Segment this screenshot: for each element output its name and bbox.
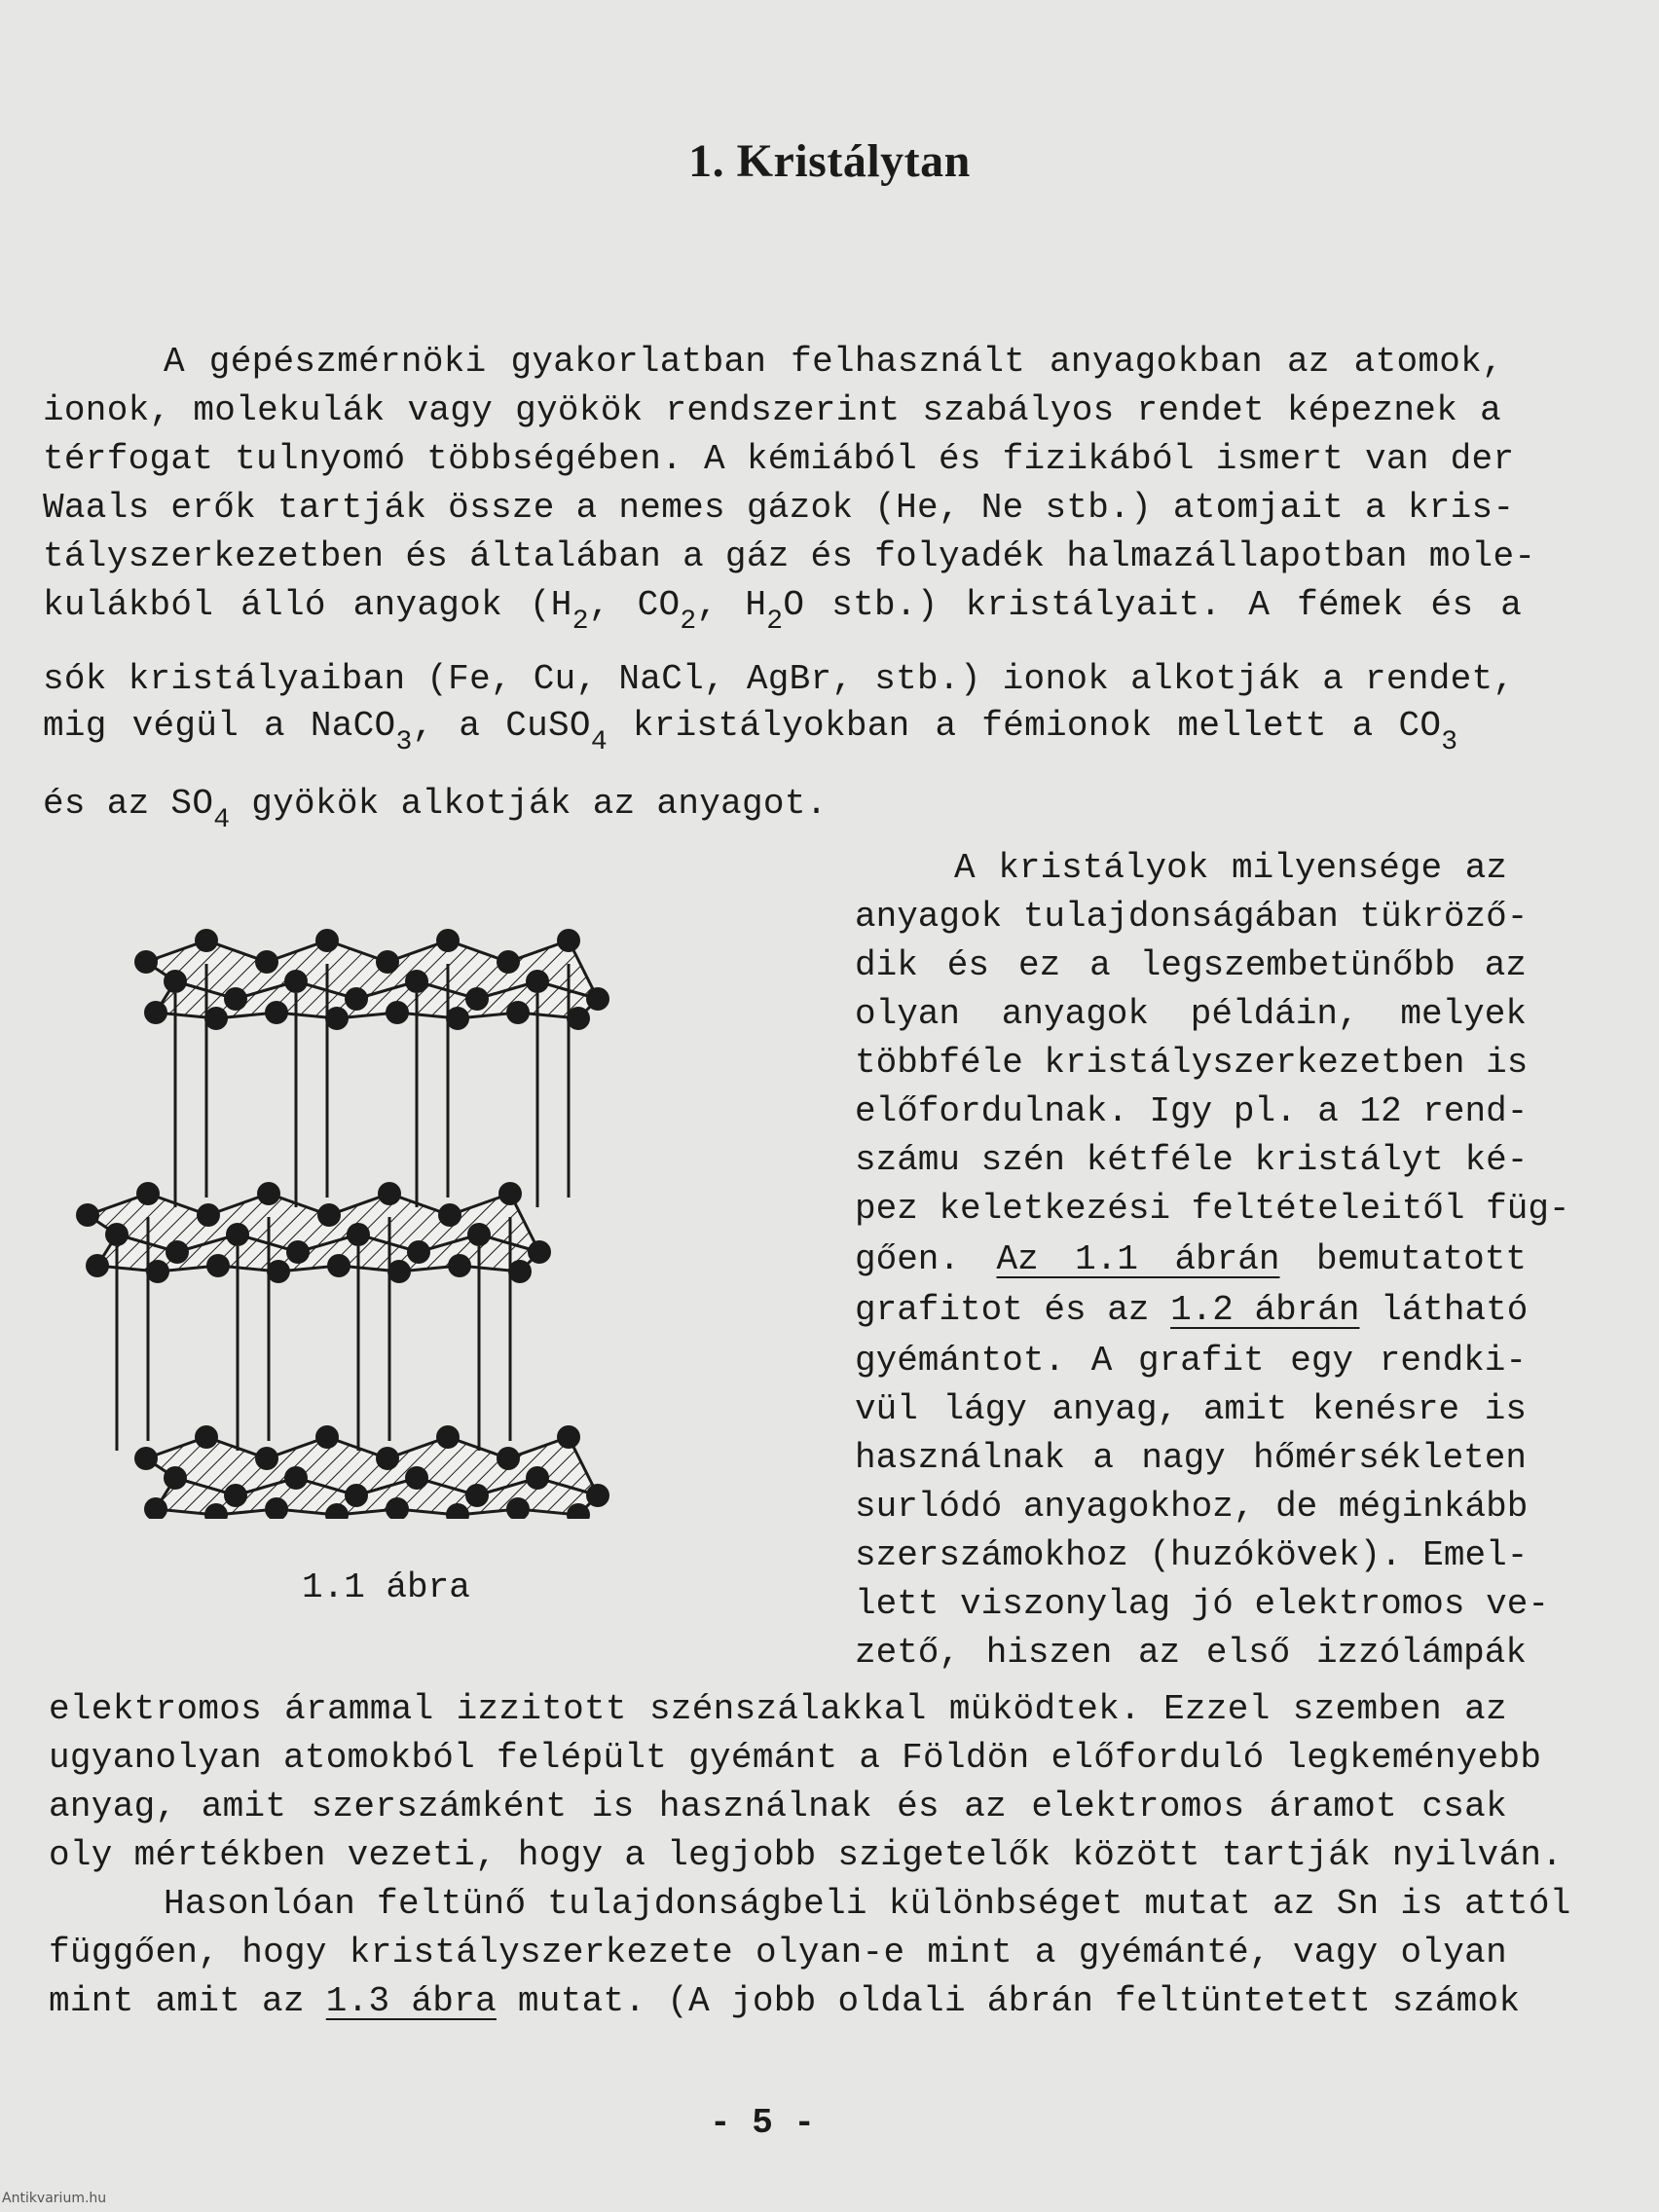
- atom: [498, 1182, 522, 1205]
- atom: [567, 1007, 590, 1030]
- atom: [376, 1447, 399, 1470]
- atom: [528, 1240, 551, 1264]
- atom: [105, 1223, 129, 1246]
- atom: [284, 970, 308, 993]
- atom: [136, 1182, 160, 1205]
- graphite-structure-figure: [39, 896, 798, 1519]
- atom: [195, 929, 218, 952]
- atom: [224, 987, 247, 1011]
- atom: [386, 1001, 409, 1024]
- column-line: zető, hiszen az első izzólámpák: [855, 1633, 1527, 1673]
- paragraph-line: ugyanolyan atomokból felépült gyémánt a Földön előforduló legkeményebb: [49, 1738, 1542, 1778]
- atom: [197, 1203, 220, 1227]
- atom: [327, 1254, 350, 1277]
- atom: [255, 950, 278, 974]
- atom: [164, 970, 187, 993]
- paragraph-line: elektromos árammal izzitott szénszálakkal müködtek. Ezzel szemben az: [49, 1689, 1507, 1729]
- column-line: olyan anyagok példáin, melyek: [855, 994, 1527, 1034]
- column-line: anyagok tulajdonságában tükröző-: [855, 897, 1529, 937]
- page-number: - 5 -: [709, 2103, 816, 2143]
- atom: [255, 1447, 278, 1470]
- figure-caption: 1.1 ábra: [302, 1567, 470, 1607]
- atom: [436, 929, 460, 952]
- atom: [436, 1425, 460, 1449]
- atom: [286, 1240, 310, 1264]
- column-line: A kristályok milyensége az: [954, 848, 1507, 888]
- atom: [526, 1466, 549, 1490]
- paragraph-line: A gépészmérnöki gyakorlatban felhasznált anyagokban az atomok,: [164, 342, 1503, 382]
- figure-reference: Az 1.1 ábrán: [996, 1239, 1280, 1279]
- paragraph-line-with-ref: mint amit az 1.3 ábra mutat. (A jobb oldali ábrán feltüntetett számok: [49, 1981, 1521, 2021]
- column-line: számu szén kétféle kristályt ké-: [855, 1140, 1529, 1180]
- column-line: lett viszonylag jó elektromos ve-: [855, 1584, 1549, 1624]
- atom: [317, 1203, 341, 1227]
- column-line: használnak a nagy hőmérsékleten: [855, 1438, 1527, 1478]
- atom: [586, 1484, 609, 1507]
- atom: [134, 1447, 158, 1470]
- paragraph-line: Waals erők tartják össze a nemes gázok (He, Ne stb.) atomjait a kris-: [43, 488, 1515, 528]
- atom: [267, 1260, 290, 1283]
- atom: [586, 987, 609, 1011]
- atom: [405, 1466, 428, 1490]
- atom: [315, 1425, 339, 1449]
- atom: [315, 929, 339, 952]
- atom: [206, 1254, 230, 1277]
- atom: [508, 1260, 532, 1283]
- atom: [557, 929, 580, 952]
- atom: [265, 1001, 288, 1024]
- atom: [257, 1182, 280, 1205]
- figure-reference: 1.3 ábra: [325, 1981, 497, 2021]
- atom: [497, 950, 520, 974]
- paragraph-line: sók kristályaiban (Fe, Cu, NaCl, AgBr, stb.) ionok alkotják a rendet,: [43, 659, 1515, 699]
- column-line: dik és ez a legszembetünőbb az: [855, 945, 1527, 985]
- column-line: szerszámokhoz (huzókövek). Emel-: [855, 1535, 1529, 1575]
- atom: [465, 1484, 489, 1507]
- column-line: gyémántot. A grafit egy rendki-: [855, 1341, 1527, 1381]
- paragraph-line-formula: kulákból álló anyagok ($H_2$, $CO_2$, $H_2O$ stb.) kristályait. A fémek és a: [43, 585, 1523, 637]
- paragraph-line-formula: és az $SO_4$ gyökök alkotják az anyagot.: [43, 784, 828, 835]
- atom: [345, 1484, 368, 1507]
- atom: [407, 1240, 430, 1264]
- page-title: 1. Kristálytan: [688, 135, 971, 187]
- atom: [164, 1466, 187, 1490]
- atom: [76, 1203, 99, 1227]
- atom: [347, 1223, 370, 1246]
- paragraph-line: térfogat tulnyomó többségében. A kémiából és fizikából ismert van der: [43, 439, 1515, 479]
- column-line-with-ref: gően. Az 1.1 ábrán bemutatott: [855, 1239, 1527, 1279]
- atom: [465, 987, 489, 1011]
- atom: [497, 1447, 520, 1470]
- atom: [405, 970, 428, 993]
- atom: [134, 950, 158, 974]
- atom: [387, 1260, 411, 1283]
- paragraph-line: függően, hogy kristályszerkezete olyan-e mint a gyémánté, vagy olyan: [49, 1933, 1507, 1972]
- atom: [345, 987, 368, 1011]
- atom: [506, 1001, 530, 1024]
- paragraph-line: Hasonlóan feltünő tulajdonságbeli különbséget mutat az Sn is attól: [164, 1884, 1571, 1924]
- paragraph-line: anyag, amit szerszámként is használnak és az elektromos áramot csak: [49, 1787, 1507, 1826]
- atom: [204, 1007, 228, 1030]
- atom: [378, 1182, 401, 1205]
- paragraph-line-formula: mig végül a NaCO$_3$, a CuSO$_4$ kristályokban a fémionok mellett a $CO_3$: [43, 706, 1458, 757]
- atom: [146, 1260, 169, 1283]
- column-line-with-ref: grafitot és az 1.2 ábrán látható: [855, 1290, 1529, 1330]
- atom: [557, 1425, 580, 1449]
- column-line: előfordulnak. Igy pl. a 12 rend-: [855, 1091, 1529, 1131]
- atom: [438, 1203, 461, 1227]
- atom: [144, 1001, 167, 1024]
- column-line: surlódó anyagokhoz, de méginkább: [855, 1487, 1529, 1527]
- paragraph-line: tályszerkezetben és általában a gáz és folyadék halmazállapotban mole-: [43, 536, 1536, 576]
- column-line: többféle kristályszerkezetben is: [855, 1043, 1529, 1083]
- paragraph-line: ionok, molekulák vagy gyökök rendszerint szabályos rendet képeznek a: [43, 390, 1501, 430]
- column-line: vül lágy anyag, amit kenésre is: [855, 1389, 1527, 1429]
- atom: [86, 1254, 109, 1277]
- column-line: pez keletkezési feltételeitől füg-: [855, 1189, 1570, 1229]
- watermark: Antikvarium.hu: [2, 2191, 107, 2206]
- atom: [224, 1484, 247, 1507]
- atom: [446, 1007, 469, 1030]
- atom: [325, 1007, 349, 1030]
- paragraph-line: oly mértékben vezeti, hogy a legjobb szigetelők között tartják nyilván.: [49, 1835, 1564, 1875]
- atom: [376, 950, 399, 974]
- atom: [526, 970, 549, 993]
- atom: [166, 1240, 189, 1264]
- atom: [284, 1466, 308, 1490]
- atom: [226, 1223, 249, 1246]
- atom: [448, 1254, 471, 1277]
- figure-reference: 1.2 ábrán: [1170, 1290, 1360, 1330]
- atom: [195, 1425, 218, 1449]
- atom: [467, 1223, 491, 1246]
